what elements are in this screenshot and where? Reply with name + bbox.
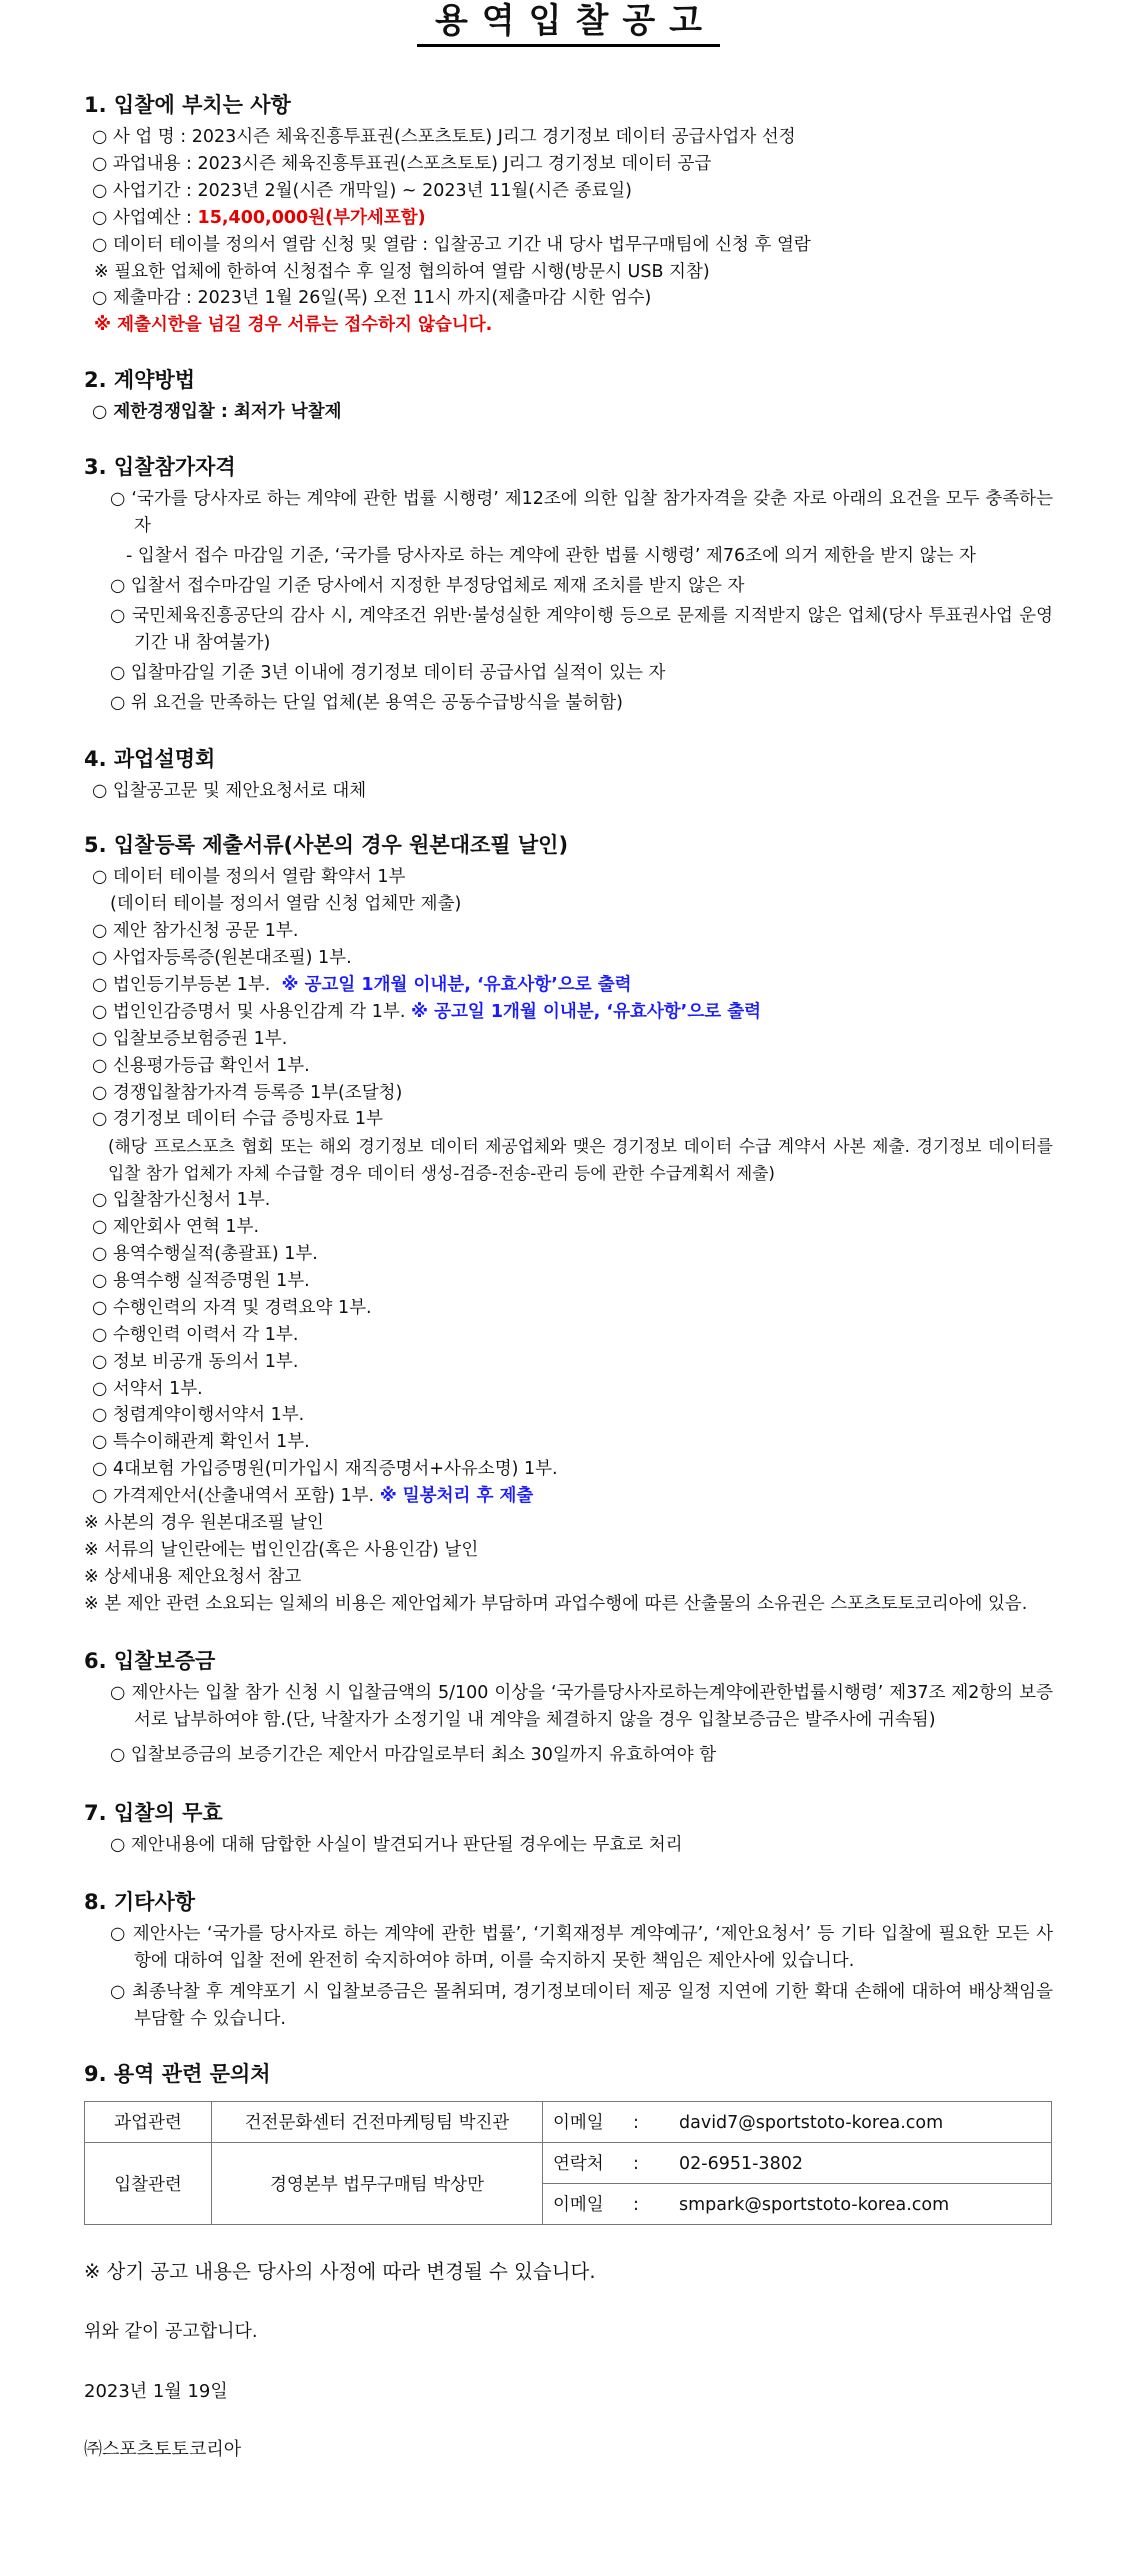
footer-date: 2023년 1월 19일 (84, 2380, 228, 2402)
s5-doc-20: ○ 4대보험 가입증명원(미가입시 재직증명서+사유소명) 1부. (92, 1459, 558, 1480)
bullet: ○ (110, 575, 126, 596)
s5-doc-7: ○ 신용평가등급 확인서 1부. (92, 1055, 310, 1076)
bullet: ○ (92, 1217, 108, 1238)
s3-item-audit: ○ 국민체육진흥공단의 감사 시, 계약조건 위반·불성실한 계약이행 등으로 문제를 지적받지 않은 업체(당사 투표권사업 운영기간 내 참여불가) (110, 605, 1053, 653)
section-4-heading: 4. 과업설명회 (84, 747, 216, 772)
s5-doc-1-note: (데이터 테이블 정의서 열람 신청 업체만 제출) (110, 894, 462, 915)
s5-doc-13: ○ 용역수행 실적증명원 1부. (92, 1270, 310, 1291)
s5-doc-18: ○ 청렴계약이행서약서 1부. (92, 1405, 305, 1426)
s8-item-compliance: ○ 제안사는 ‘국가를 당사자로 하는 계약에 관한 법률’, ‘기획재정부 계약예규’, ‘제안요청서’ 등 기타 입찰에 필요한 모든 사항에 대하여 입찰 전에 완전히 숙지하여야 하며, 이를 숙지하지 못한 책임은 제안사에 있습니다. (110, 1924, 1053, 1972)
contact-email-task[interactable]: david7@sportstoto-korea.com (679, 2113, 944, 2134)
bullet: ○ (92, 1351, 108, 1372)
s5-doc-21: ○ 가격제안서(산출내역서 포함) 1부. ※ 밀봉처리 후 제출 (92, 1486, 534, 1507)
s1-item-budget: ○ 사업예산 : 15,400,000원(부가세포함) (92, 207, 426, 228)
contact-label: 이메일 (553, 2195, 604, 2216)
bullet: ○ (92, 1405, 108, 1426)
s3-subitem-restriction: - 입찰서 접수 마감일 기준, ‘국가를 당사자로 하는 계약에 관한 법률 시행령’ 제76조에 의거 제한을 받지 않는 자 (126, 545, 976, 566)
s5-doc-14: ○ 수행인력의 자격 및 경력요약 1부. (92, 1297, 372, 1318)
bullet: ○ (92, 1459, 108, 1480)
s5-doc-11: ○ 제안회사 연혁 1부. (92, 1217, 260, 1238)
contact-detail-task: 이메일 : david7@sportstoto-korea.com (543, 2101, 1052, 2142)
bullet: ○ (92, 180, 108, 201)
bullet: ○ (92, 1082, 108, 1103)
s4-item-briefing: ○ 입찰공고문 및 제안요청서로 대체 (92, 781, 367, 802)
s5-doc-4-note: ※ 공고일 1개월 이내분, ‘유효사항’으로 출력 (281, 974, 632, 995)
s5-doc-21-note: ※ 밀봉처리 후 제출 (379, 1486, 534, 1507)
footer-company: ㈜스포츠토토코리아 (84, 2438, 242, 2460)
s1-item-data-table: ○ 데이터 테이블 정의서 열람 신청 및 열람 : 입찰공고 기간 내 당사 법무구매팀에 신청 후 열람 (92, 234, 811, 255)
s2-item-method: ○ 제한경쟁입찰 : 최저가 낙찰제 (92, 402, 342, 423)
s5-doc-9-note: (해당 프로스포츠 협회 또는 해외 경기정보 데이터 제공업체와 맺은 경기정보 데이터 수급 계약서 사본 제출. 경기정보 데이터를 입찰 참가 업체가 자체 수급할 경우 데이터 생성-검증-전송-관리 등에 관한 수급계획서 제출) (108, 1136, 1053, 1184)
s5-doc-3: ○ 사업자등록증(원본대조필) 1부. (92, 948, 352, 969)
contact-category-task: 과업관련 (85, 2101, 212, 2142)
title-wrap (84, 0, 1053, 50)
bullet: ○ (92, 1486, 108, 1507)
s1-item-period: ○ 사업기간 : 2023년 2월(시즌 개막일) ~ 2023년 11월(시즌 종료일) (92, 180, 632, 201)
bullet: ○ (110, 662, 126, 683)
s5-doc-10: ○ 입찰참가신청서 1부. (92, 1190, 271, 1211)
footer-notice: ※ 상기 공고 내용은 당사의 사정에 따라 변경될 수 있습니다. (84, 2259, 596, 2283)
bullet: ○ (110, 1744, 126, 1765)
contact-detail-bid-email: 이메일 : smpark@sportstoto-korea.com (543, 2183, 1052, 2224)
bullet: ○ (92, 1028, 108, 1049)
s3-item-single: ○ 위 요건을 만족하는 단일 업체(본 용역은 공동수급방식을 불허함) (110, 692, 623, 713)
bullet: ○ (110, 1982, 126, 2003)
s5-doc-1: ○ 데이터 테이블 정의서 열람 확약서 1부 (92, 867, 406, 888)
bullet: ○ (92, 921, 108, 942)
contact-category-bid: 입찰관련 (85, 2142, 212, 2224)
bullet: ○ (92, 1432, 108, 1453)
s5-doc-5: ○ 법인인감증명서 및 사용인감계 각 1부. ※ 공고일 1개월 이내분, ‘유효사항’으로 출력 (92, 1001, 762, 1022)
document-title: 용역입찰공고 (417, 2, 720, 47)
contact-label: 이메일 (553, 2113, 604, 2134)
s5-doc-16: ○ 정보 비공개 동의서 1부. (92, 1351, 299, 1372)
s5-ref-2: ※ 서류의 날인란에는 법인인감(혹은 사용인감) 날인 (84, 1539, 479, 1560)
contact-row-task (85, 2101, 1052, 2142)
section-2-heading: 2. 계약방법 (84, 368, 196, 393)
bullet: ○ (92, 153, 108, 174)
s6-item-validity: ○ 입찰보증금의 보증기간은 제안서 마감일로부터 최소 30일까지 유효하여야 함 (110, 1744, 717, 1765)
section-7 (84, 1800, 1053, 1859)
section-5 (84, 832, 1053, 1617)
section-3 (84, 454, 1053, 716)
section-4 (84, 746, 1053, 805)
bullet: ○ (110, 605, 126, 626)
s5-doc-9: ○ 경기정보 데이터 수급 증빙자료 1부 (92, 1109, 383, 1130)
bullet: ○ (92, 234, 108, 255)
s6-item-deposit: ○ 제안사는 입찰 참가 신청 시 입찰금액의 5/100 이상을 ‘국가를당사자로하는계약에관한법률시행령’ 제37조 제2항의 보증서로 납부하여야 함.(단, 낙찰자가 소정기일 내 계약을 체결하지 않을 경우 입찰보증금은 발주사에 귀속됨) (110, 1682, 1053, 1730)
s5-doc-6: ○ 입찰보증보험증권 1부. (92, 1028, 288, 1049)
contact-phone-bid[interactable]: 02-6951-3802 (679, 2154, 803, 2175)
bullet: ○ (110, 1835, 126, 1856)
s8-item-forfeit: ○ 최종낙찰 후 계약포기 시 입찰보증금은 몰취되며, 경기정보데이터 제공 일정 지연에 기한 확대 손해에 대하여 배상책임을 부담할 수 있습니다. (110, 1982, 1053, 2030)
s1-note-usb: ※ 필요한 업체에 한하여 신청접수 후 일정 협의하여 열람 시행(방문시 USB 지참) (94, 261, 710, 282)
bullet: ○ (92, 127, 108, 147)
s3-item-law: ○ ‘국가를 당사자로 하는 계약에 관한 법률 시행령’ 제12조에 의한 입찰 참가자격을 갖춘 자로 아래의 요건을 모두 충족하는 자 (110, 489, 1053, 537)
section-1-heading: 1. 입찰에 부치는 사항 (84, 93, 291, 117)
section-6-heading: 6. 입찰보증금 (84, 1648, 216, 1673)
bullet: ○ (92, 1001, 108, 1022)
s5-doc-19: ○ 특수이해관계 확인서 1부. (92, 1432, 310, 1453)
section-3-heading: 3. 입찰참가자격 (84, 455, 236, 480)
bullet: ○ (110, 489, 126, 510)
bullet: ○ (92, 1190, 108, 1211)
bullet: ○ (92, 1055, 108, 1076)
section-2 (84, 367, 1053, 426)
bullet: ○ (110, 1682, 126, 1703)
bullet: ○ (110, 692, 126, 713)
s5-doc-17: ○ 서약서 1부. (92, 1378, 203, 1399)
bullet: ○ (92, 1324, 108, 1345)
s5-doc-15: ○ 수행인력 이력서 각 1부. (92, 1324, 299, 1345)
bullet: ○ (92, 867, 108, 888)
s3-item-experience: ○ 입찰마감일 기준 3년 이내에 경기정보 데이터 공급사업 실적이 있는 자 (110, 662, 666, 683)
bullet: ○ (92, 1109, 108, 1130)
bullet: ○ (92, 1378, 108, 1399)
bullet: ○ (110, 1924, 127, 1945)
s5-ref-3: ※ 상세내용 제안요청서 참고 (84, 1566, 302, 1587)
s1-item-deadline: ○ 제출마감 : 2023년 1월 26일(목) 오전 11시 까지(제출마감 시한 엄수) (92, 288, 652, 309)
s5-doc-12: ○ 용역수행실적(총괄표) 1부. (92, 1244, 318, 1264)
bullet: ○ (92, 948, 108, 969)
bullet: ○ (92, 1297, 108, 1318)
contact-dept-bid: 경영본부 법무구매팀 박상만 (212, 2142, 543, 2224)
s1-item-project-name: ○ 사 업 명 : 2023시즌 체육진흥투표권(스포츠토토) J리그 경기정보 데이터 공급사업자 선정 (92, 127, 796, 147)
s7-item-invalid: ○ 제안내용에 대해 담합한 사실이 발견되거나 판단될 경우에는 무효로 처리 (110, 1835, 683, 1856)
section-6 (84, 1648, 1053, 1769)
bullet: ○ (92, 288, 108, 309)
s5-doc-5-note: ※ 공고일 1개월 이내분, ‘유효사항’으로 출력 (410, 1001, 762, 1022)
bullet: ○ (92, 402, 108, 423)
bullet: ○ (92, 207, 108, 228)
s5-doc-4: ○ 법인등기부등본 1부. ※ 공고일 1개월 이내분, ‘유효사항’으로 출력 (92, 974, 632, 995)
s5-ref-4: ※ 본 제안 관련 소요되는 일체의 비용은 제안업체가 부담하며 과업수행에 따른 산출물의 소유권은 스포츠토토코리아에 있음. (84, 1593, 1028, 1614)
section-7-heading: 7. 입찰의 무효 (84, 1801, 223, 1826)
s3-item-sanction: ○ 입찰서 접수마감일 기준 당사에서 지정한 부정당업체로 제재 조치를 받지 않은 자 (110, 575, 745, 596)
s1-item-scope: ○ 과업내용 : 2023시즌 체육진흥투표권(스포츠토토) J리그 경기정보 데이터 공급 (92, 153, 712, 174)
bullet: ○ (92, 781, 108, 802)
contact-table (84, 2101, 1052, 2225)
bullet: ○ (92, 1244, 108, 1264)
contact-detail-bid-phone: 연락처 : 02-6951-3802 (543, 2142, 1052, 2183)
bullet: ○ (92, 1270, 108, 1291)
section-5-heading: 5. 입찰등록 제출서류(사본의 경우 원본대조필 날인) (84, 833, 569, 858)
budget-amount: 15,400,000원(부가세포함) (197, 207, 426, 228)
section-9 (84, 2061, 1053, 2225)
contact-email-bid[interactable]: smpark@sportstoto-korea.com (679, 2195, 950, 2216)
contact-dept-task: 건전문화센터 건전마케팅팀 박진관 (212, 2101, 543, 2142)
s5-doc-8: ○ 경쟁입찰참가자격 등록증 1부(조달청) (92, 1082, 403, 1103)
contact-label: 연락처 (553, 2154, 604, 2175)
section-8 (84, 1889, 1053, 2033)
contact-row-bid-phone (85, 2142, 1052, 2183)
bullet: ○ (92, 974, 108, 995)
section-8-heading: 8. 기타사항 (84, 1890, 196, 1915)
s1-deadline-warning: ※ 제출시한을 넘길 경우 서류는 접수하지 않습니다. (94, 315, 493, 336)
s5-ref-1: ※ 사본의 경우 원본대조필 날인 (84, 1513, 324, 1534)
section-9-heading: 9. 용역 관련 문의처 (84, 2061, 271, 2086)
footer-closing: 위와 같이 공고합니다. (84, 2320, 258, 2342)
section-1 (84, 92, 1053, 339)
s5-doc-2: ○ 제안 참가신청 공문 1부. (92, 921, 299, 942)
